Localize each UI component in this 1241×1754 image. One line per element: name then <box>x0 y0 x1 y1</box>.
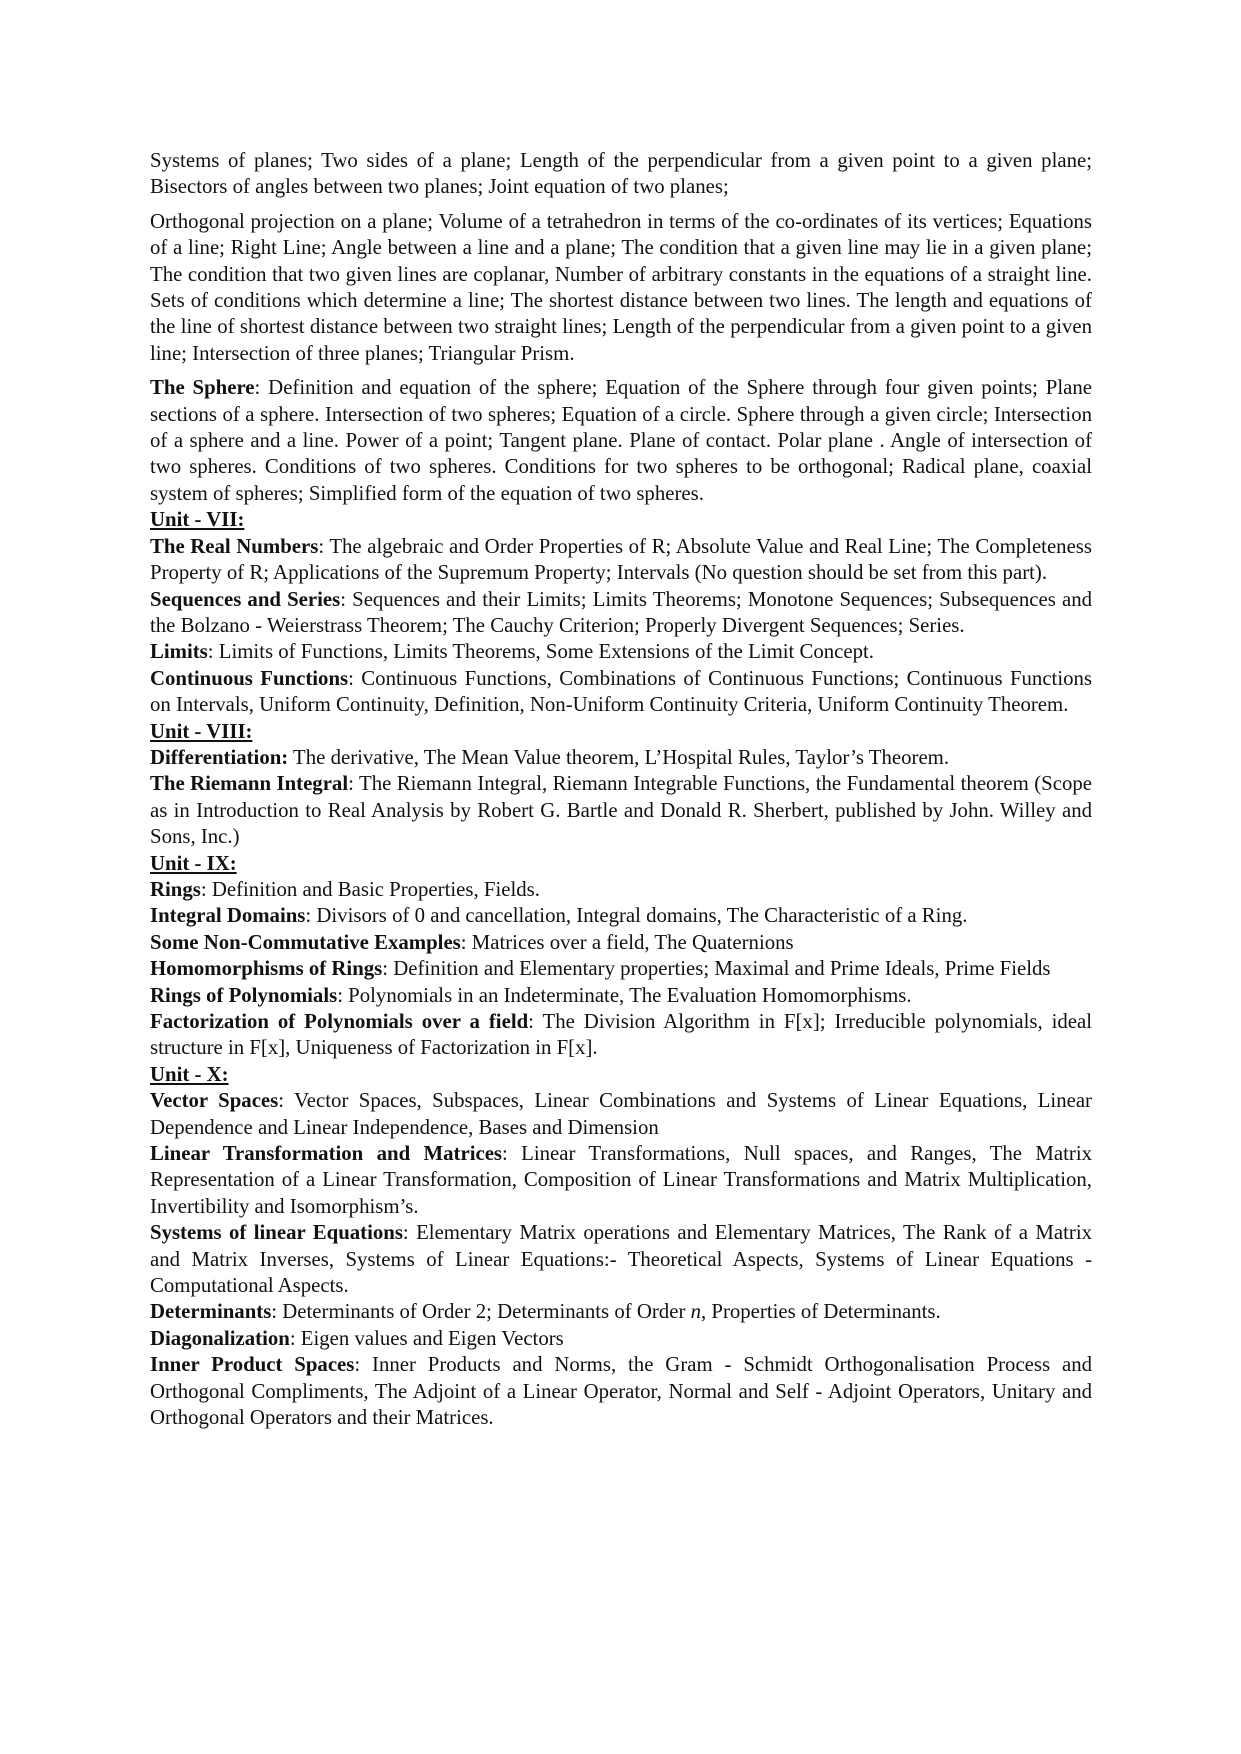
syllabus-paragraph <box>150 956 1092 982</box>
topic-title: Systems of linear Equations <box>150 1221 403 1245</box>
topic-title: Rings of Polynomials <box>150 983 338 1007</box>
syllabus-paragraph <box>150 983 1092 1009</box>
topic-description: : The Riemann Integral, Riemann Integrable Functions, the Fundamental theorem (Scope as in Introduction to Real Analysis by Robert G. Bartle and Donald R. Sherbert, published by John. Willey and Sons, Inc.) <box>150 772 1092 849</box>
syllabus-paragraph <box>150 877 1092 903</box>
topic-description: : Continuous Functions, Combinations of Continuous Functions; Continuous Functions on Intervals, Uniform Continuity, Definition, Non-Uniform Continuity Criteria, Uniform Continuity Theorem. <box>150 666 1093 717</box>
topic-description: : Sequences and their Limits; Limits Theorems; Monotone Sequences; Subsequences and the Bolzano - Weierstrass Theorem; The Cauchy Criterion; Properly Divergent Sequences; Series. <box>150 587 1092 637</box>
topic-description: : Vector Spaces, Subspaces, Linear Combinations and Systems of Linear Equations, Linear Dependence and Linear Independence, Bases and Dimension <box>150 1089 1092 1139</box>
topic-title: Integral Domains <box>150 904 306 928</box>
topic-description: : Matrices over a field, The Quaternions <box>460 930 794 954</box>
topic-description: : Elementary Matrix operations and Elementary Matrices, The Rank of a Matrix and Matrix Inverses, Systems of Linear Equations:- Theoretical Aspects, Systems of Linear Equations - Computational Aspects. <box>150 1221 1092 1298</box>
topic-description: : Definition and Elementary properties; Maximal and Prime Ideals, Prime Fields <box>382 957 1051 981</box>
syllabus-paragraph <box>150 1009 1092 1062</box>
unit-heading-text: Unit - X: <box>150 1062 229 1086</box>
syllabus-paragraph <box>150 375 1092 507</box>
syllabus-paragraph <box>150 771 1092 850</box>
syllabus-paragraph <box>150 639 1092 665</box>
topic-title: Rings <box>150 877 201 901</box>
syllabus-paragraph <box>150 1352 1092 1431</box>
topic-description: : Definition and Basic Properties, Fields. <box>200 877 540 901</box>
topic-title: The Real Numbers <box>150 534 319 558</box>
topic-title: Sequences and Series <box>150 587 341 611</box>
topic-title: Some Non-Commutative Examples <box>150 930 461 954</box>
topic-description: : The algebraic and Order Properties of R; Absolute Value and Real Line; The Completeness Property of R; Applications of the Supremum Property; Intervals (No question should be set from this part). <box>150 534 1092 585</box>
italic-variable: n <box>690 1300 701 1324</box>
topic-title: The Sphere <box>150 376 255 400</box>
topic-description: The derivative, The Mean Value theorem, L’Hospital Rules, Taylor’s Theorem. <box>288 745 950 769</box>
syllabus-paragraph <box>150 745 1092 771</box>
unit-heading-text: Unit - VII: <box>150 508 245 532</box>
topic-description: : Definition and equation of the sphere; Equation of the Sphere through four given points; Plane sections of a sphere. Intersection of two spheres; Equation of a circle. Sphere through a given circle; Intersection of a sphere and a line. Power of a point; Tangent plane. Plane of contact. Polar plane . Angle of intersection of two spheres. Conditions of two spheres. Conditions for two spheres to be orthogonal; Radical plane, coaxial system of spheres; Simplified form of the equation of two spheres. <box>150 376 1092 505</box>
unit-heading <box>150 1062 1092 1088</box>
topic-title: Determinants <box>150 1300 272 1324</box>
topic-title: Continuous Functions <box>150 666 349 690</box>
syllabus-document <box>150 148 1092 1432</box>
topic-title: Limits <box>150 640 208 664</box>
syllabus-paragraph <box>150 903 1092 929</box>
syllabus-paragraph <box>150 1141 1092 1220</box>
topic-description: : Eigen values and Eigen Vectors <box>289 1326 564 1350</box>
syllabus-paragraph <box>150 587 1092 640</box>
topic-title: Factorization of Polynomials over a field <box>150 1010 529 1033</box>
unit-heading-text: Unit - VIII: <box>150 719 253 743</box>
syllabus-paragraph <box>150 534 1092 587</box>
topic-description: : Inner Products and Norms, the Gram - Schmidt Orthogonalisation Process and Orthogonal Compliments, The Adjoint of a Linear Operator, Normal and Self - Adjoint Operators, Unitary and Orthogonal Operators and their Matrices. <box>150 1353 1092 1430</box>
topic-title: The Riemann Integral <box>150 772 349 796</box>
topic-title: Linear Transformation and Matrices <box>150 1142 503 1166</box>
unit-heading-text: Unit - IX: <box>150 851 237 875</box>
topic-title: Vector Spaces <box>150 1089 279 1113</box>
syllabus-paragraph <box>150 148 1092 201</box>
syllabus-paragraph <box>150 1088 1092 1141</box>
unit-heading <box>150 851 1092 877</box>
syllabus-paragraph <box>150 666 1092 719</box>
syllabus-paragraph <box>150 1326 1092 1352</box>
unit-heading <box>150 507 1092 533</box>
syllabus-paragraph <box>150 1220 1092 1299</box>
topic-title: Inner Product Spaces <box>150 1353 355 1377</box>
topic-description: : Determinants of Order 2; Determinants of Order <box>271 1300 691 1324</box>
syllabus-paragraph <box>150 1299 1092 1325</box>
syllabus-paragraph <box>150 930 1092 956</box>
topic-description: : Polynomials in an Indeterminate, The Evaluation Homomorphisms. <box>337 983 912 1007</box>
topic-title: Differentiation: <box>150 745 289 769</box>
syllabus-paragraph <box>150 209 1092 367</box>
topic-description: : Limits of Functions, Limits Theorems, Some Extensions of the Limit Concept. <box>207 640 875 664</box>
unit-heading <box>150 719 1092 745</box>
topic-description: : The Division Algorithm in F[x]; Irreducible polynomials, ideal structure in F[x], Uniqueness of Factorization in F[x]. <box>150 1010 1092 1060</box>
topic-description: : Linear Transformations, Null spaces, and Ranges, The Matrix Representation of a Linear Transformation, Composition of Linear Transformations and Matrix Multiplication, Invertibility and Isomorphism’s. <box>150 1142 1092 1218</box>
topic-title: Diagonalization <box>150 1326 290 1350</box>
topic-description: : Divisors of 0 and cancellation, Integral domains, The Characteristic of a Ring. <box>305 904 968 928</box>
topic-description: Orthogonal projection on a plane; Volume of a tetrahedron in terms of the co-ordinates of its vertices; Equations of a line; Right Line; Angle between a line and a plane; The condition that a given line may lie in a given plane; The condition that two given lines are coplanar, Number of arbitrary constants in the equations of a straight line. Sets of conditions which determine a line; The shortest distance between two lines. The length and equations of the line of shortest distance between two straight lines; Length of the perpendicular from a given point to a given line; Intersection of three planes; Triangular Prism. <box>150 209 1092 365</box>
topic-description: Systems of planes; Two sides of a plane; Length of the perpendicular from a given point to a given plane; Bisectors of angles between two planes; Joint equation of two planes; <box>150 149 1092 199</box>
topic-description-tail: , Properties of Determinants. <box>700 1300 941 1324</box>
topic-title: Homomorphisms of Rings <box>150 957 383 981</box>
